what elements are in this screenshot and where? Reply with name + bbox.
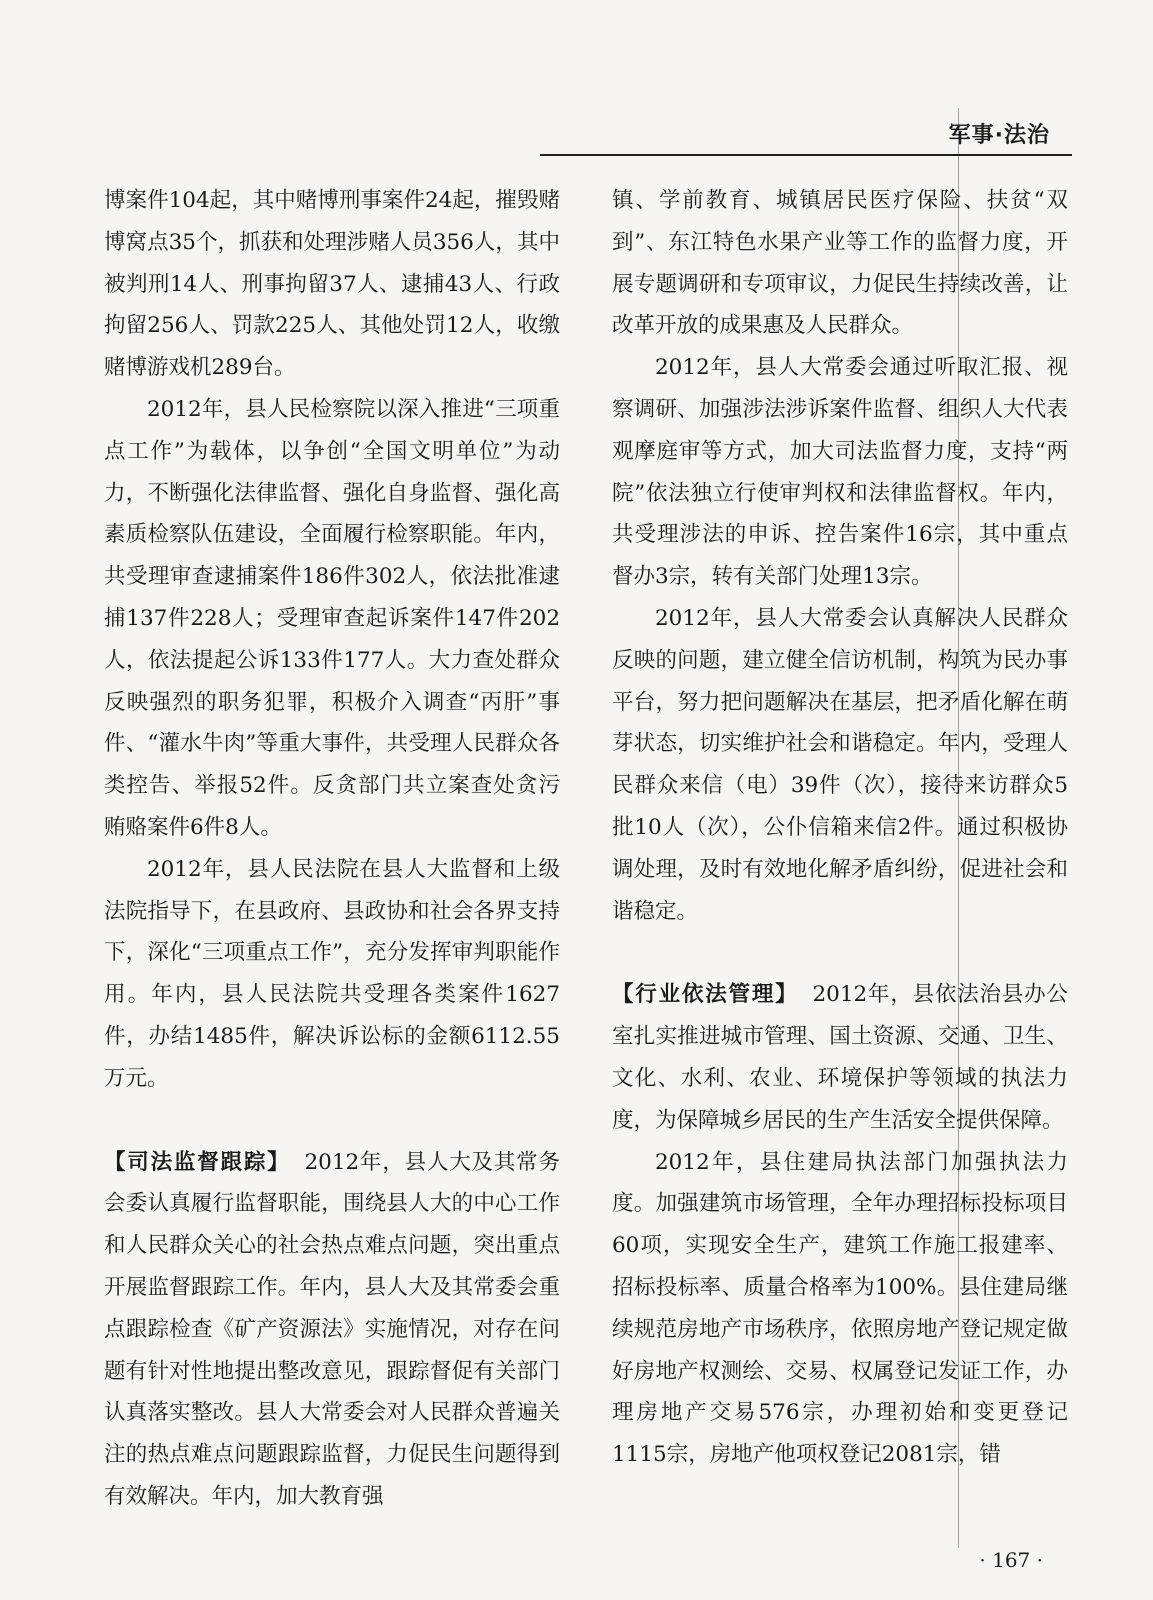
- section-paragraph: [612, 974, 1068, 1141]
- paragraph: 博案件104起，其中赌博刑事案件24起，摧毁赌博窝点35个，抓获和处理涉赌人员356人，其中被判刑14人、刑事拘留37人、逮捕43人、行政拘留256人、罚款225人、其他处罚12人，收缴赌博游戏机289台。: [104, 188, 560, 381]
- paragraph: 2012年，县人大常委会认真解决人民群众反映的问题，建立健全信访机制，构筑为民办事平台，努力把问题解决在基层，把矛盾化解在萌芽状态，切实维护社会和谐稳定。年内，受理人民群众来信（电）39件（次），接待来访群众5批10人（次），公仆信箱来信2件。通过积极协调处理，及时有效地化解矛盾纠纷，促进社会和谐稳定。: [612, 605, 1068, 924]
- section-text: 2012年，县依法治县办公室扎实推进城市管理、国土资源、交通、卫生、文化、水利、农业、环境保护等领域的执法力度，为保障城乡居民的生产生活安全提供保障。: [612, 982, 1068, 1133]
- section-title: 军事·法治: [948, 123, 1050, 148]
- section-heading: 【司法监督跟踪】: [104, 1149, 291, 1175]
- page-number: · 167 ·: [979, 1548, 1043, 1572]
- paragraph: 2012年，县住建局执法部门加强执法力度。加强建筑市场管理，全年办理招标投标项目60项，实现安全生产，建筑工作施工报建率、招标投标率、质量合格率为100%。县住建局继续规范房地产市场秩序，依照房地产登记规定做好房地产权测绘、交易、权属登记发证工作，办理房地产交易576宗，办理初始和变更登记1115宗，房地产他项权登记2081宗，错: [612, 1149, 1068, 1468]
- section-paragraph: [104, 1142, 560, 1518]
- paragraph: 镇、学前教育、城镇居民医疗保险、扶贫“双到”、东江特色水果产业等工作的监督力度，开展专题调研和专项审议，力促民生持续改善，让改革开放的成果惠及人民群众。: [612, 188, 1068, 339]
- header-rule: [540, 154, 1072, 156]
- page-header: [540, 108, 1072, 156]
- paragraph: 2012年，县人民检察院以深入推进“三项重点工作”为载体，以争创“全国文明单位”为动力，不断强化法律监督、强化自身监督、强化高素质检察队伍建设，全面履行检察职能。年内，共受理审查逮捕案件186件302人，依法批准逮捕137件228人；受理审查起诉案件147件202人，依法提起公诉133件177人。大力查处群众反映强烈的职务犯罪，积极介入调查“丙肝”事件、“灌水牛肉”等重大事件，共受理人民群众各类控告、举报52件。反贪部门共立案查处贪污贿赂案件6件8人。: [104, 396, 560, 840]
- left-column: [104, 180, 560, 1518]
- paragraph: 2012年，县人民法院在县人大监督和上级法院指导下，在县政府、县政协和社会各界支持下，深化“三项重点工作”，充分发挥审判职能作用。年内，县人民法院共受理各类案件1627件，办结1485件，解决诉讼标的金额6112.55万元。: [104, 856, 560, 1091]
- section-heading: 【行业依法管理】: [612, 982, 799, 1008]
- right-column: [612, 180, 1068, 1476]
- paragraph: 2012年，县人大常委会通过听取汇报、视察调研、加强涉法涉诉案件监督、组织人大代表观摩庭审等方式，加大司法监督力度，支持“两院”依法独立行使审判权和法律监督权。年内，共受理涉法的申诉、控告案件16宗，其中重点督办3宗，转有关部门处理13宗。: [612, 355, 1068, 590]
- section-text: 2012年，县人大及其常务会委认真履行监督职能，围绕县人大的中心工作和人民群众关心的社会热点难点问题，突出重点开展监督跟踪工作。年内，县人大及其常委会重点跟踪检查《矿产资源法》实施情况，对存在问题有针对性地提出整改意见，跟踪督促有关部门认真落实整改。县人大常委会对人民群众普遍关注的热点难点问题跟踪监督，力促民生问题得到有效解决。年内，加大教育强: [104, 1149, 560, 1509]
